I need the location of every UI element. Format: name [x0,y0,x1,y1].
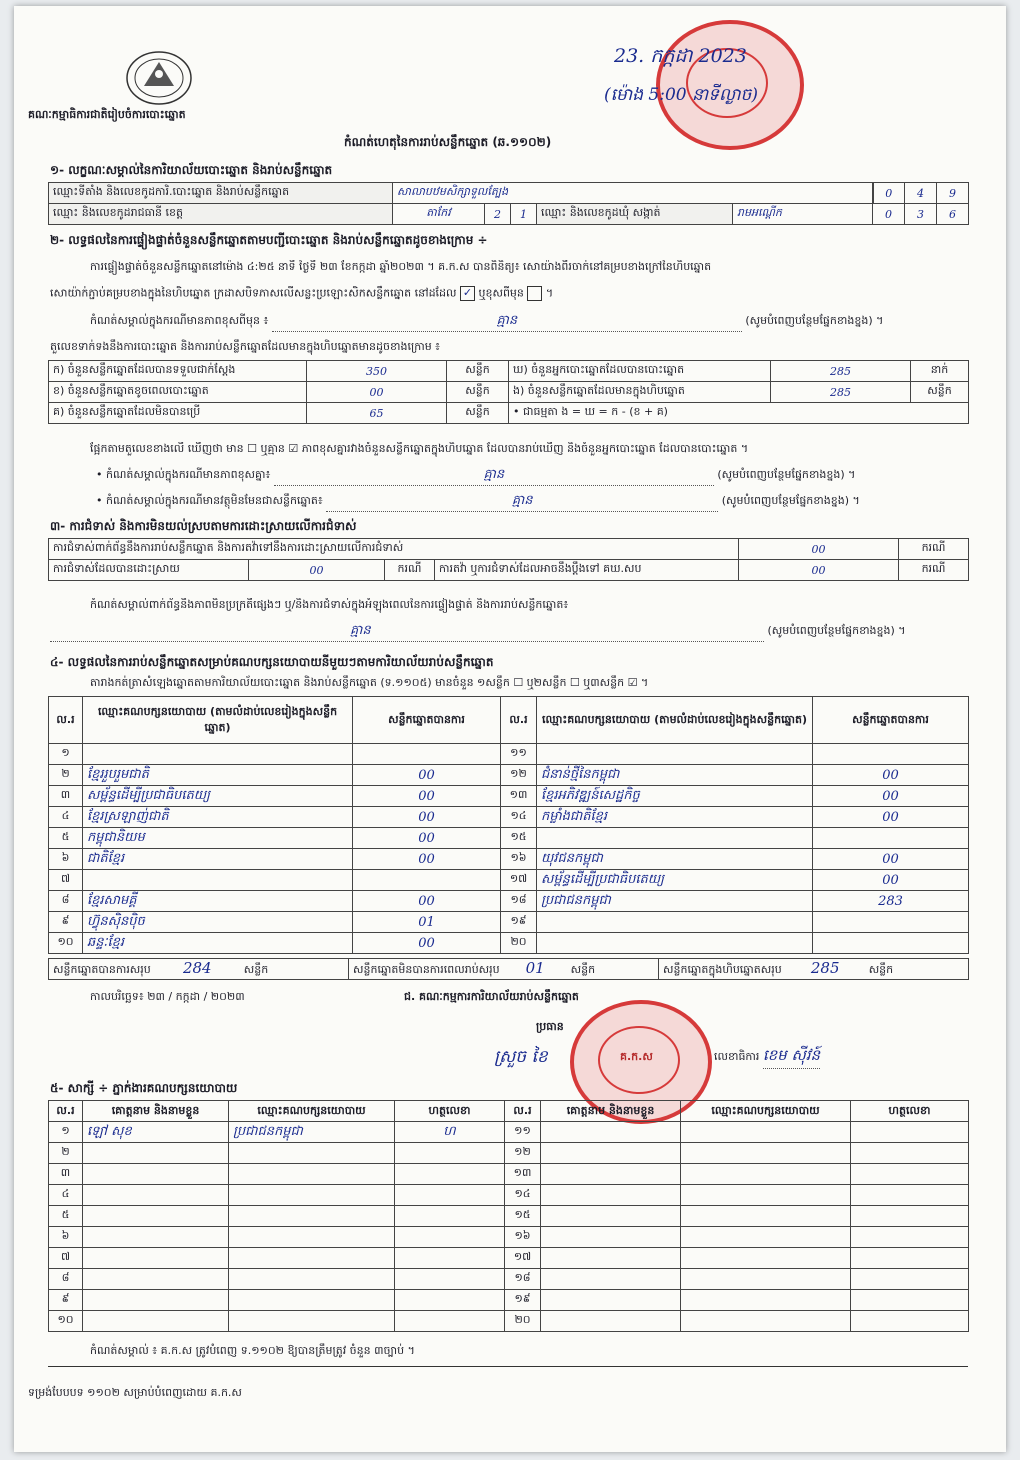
witness-party [229,1248,395,1269]
party-no: ១២ [501,765,537,786]
party-no: ១៤ [501,807,537,828]
witness-row [49,1227,969,1248]
witness-row [49,1164,969,1185]
party-name [537,933,813,954]
col-party-header: ឈ្មោះគណបក្សនយោបាយ [229,1101,395,1122]
unchanged-checkbox[interactable]: ✓ [460,286,475,301]
nec-emblem-icon [124,48,194,106]
received-value: 350 [307,361,447,382]
witness-no: ៦ [49,1227,83,1248]
party-name: ខ្មែរសាមគ្គី [83,891,353,912]
province-label: ឈ្មោះ និងលេខកូដរាជធានី ខេត្ត [49,204,393,225]
party-row [49,744,969,765]
tally-sheet-count: តារាងកត់ត្រាសំឡេងឆ្នោតតាមការិយាល័យបោះឆ្នោត និងរាប់សន្លឹកឆ្នោត (ទ.១១០៥) មានចំនួន ១សន្លឹក ☐ ឬ២សន្លឹក ☐ ឬ៣សន្លឹក ☑ ។ [90,676,649,689]
form-sheet [14,6,1006,1452]
change-note-hint: (សូមបំពេញបន្ថែមផ្នែកខាងខ្នង) ។ [745,314,884,327]
unit-label: សន្លឹក [447,382,509,403]
party-no: ៤ [49,807,83,828]
party-votes-table [48,696,969,954]
office-label: ឈ្មោះទីតាំង និងលេខកូដការិ.បោះឆ្នោត និងរាប់សន្លឹកឆ្នោត [49,183,393,204]
unit-label: សន្លឹក [447,403,509,424]
irregularity-note-value: គ្មាន [50,622,764,642]
chair-label: ប្រធាន [536,1020,564,1033]
witness-no: ៨ [49,1269,83,1290]
party-no: ៥ [49,828,83,849]
party-votes [353,744,501,765]
case-unit: ករណី [899,539,969,560]
witness-party [229,1206,395,1227]
total-in-box-value: 285 [810,959,840,977]
voters-label: ឃ) ចំនួនអ្នកបោះឆ្នោតដែលបានបោះឆ្នោត [509,361,771,382]
party-votes: 00 [353,933,501,954]
witness-signature [851,1206,969,1227]
party-no: ៩ [49,912,83,933]
witness-party [681,1269,851,1290]
party-votes: 00 [813,786,969,807]
witness-row [49,1269,969,1290]
party-votes: 00 [813,807,969,828]
commune-code-digit: 0 [873,204,905,225]
witness-name [83,1269,229,1290]
witness-signature [851,1290,969,1311]
irregularity-note-hint: (សូមបំពេញបន្ថែមផ្នែកខាងខ្នង) ។ [767,624,906,637]
witness-name: ឡៅ សុខ [83,1122,229,1143]
voters-value: 285 [771,361,911,382]
witness-name [541,1185,681,1206]
witness-no: ១៩ [505,1290,541,1311]
total-invalid-value: 01 [525,959,545,977]
party-name [537,744,813,765]
witness-party [229,1269,395,1290]
form-title: កំណត់ហេតុនៃការរាប់សន្លឹកឆ្នោត (ឆ.១១០២) [344,135,552,149]
witness-row [49,1143,969,1164]
total-valid [49,959,349,980]
party-row [49,849,969,870]
commune-code-digit: 6 [937,204,969,225]
difference-note-row [96,466,855,486]
party-votes: 00 [353,765,501,786]
party-name [537,912,813,933]
party-name: ហ៊្វុនស៊ិនប៉ិច [83,912,353,933]
party-name: សម្ព័ន្ធដើម្បីប្រជាធិបតេយ្យ [537,870,813,891]
party-row [49,933,969,954]
section1-heading: ១- លក្ខណៈសម្គាល់នៃការិយាល័យបោះឆ្នោត និងរាប់សន្លឹកឆ្នោត [50,163,333,177]
witness-signature [851,1143,969,1164]
witness-signature [395,1185,505,1206]
witness-signature [395,1227,505,1248]
party-no: ១៨ [501,891,537,912]
witness-party [681,1248,851,1269]
col-votes-header: សន្លឹកឆ្នោតបានការ [353,697,501,744]
witness-name [541,1143,681,1164]
results-table [48,360,969,424]
witness-party [229,1164,395,1185]
witness-row [49,1206,969,1227]
difference-note-value: គ្មាន [274,466,714,486]
witness-no: ៥ [49,1206,83,1227]
col-sign-header: ហត្ថលេខា [851,1101,969,1122]
col-name-header: គោត្តនាម និងនាមខ្លួន [541,1101,681,1122]
party-no: ១៣ [501,786,537,807]
witness-row [49,1185,969,1206]
witness-no: ៣ [49,1164,83,1185]
total-in-box-label: សន្លឹកឆ្នោតក្នុងហិបឆ្នោតសរុប [663,963,782,976]
col-party-header: ឈ្មោះគណបក្សនយោបាយ [681,1101,851,1122]
foreign-object-hint: (សូមបំពេញបន្ថែមផ្នែកខាងខ្នង) ។ [721,494,860,507]
unit-label: សន្លឹក [868,963,894,976]
committee-name: គណៈកម្មាធិការជាតិរៀបចំការបោះឆ្នោត [28,108,186,121]
total-in-box [659,959,969,980]
witness-signature [395,1206,505,1227]
witness-party [681,1143,851,1164]
party-no: ១៧ [501,870,537,891]
unit-label: សន្លឹក [447,361,509,382]
province-value: តាកែវ [393,204,485,225]
party-votes: 00 [353,828,501,849]
witness-signature [851,1185,969,1206]
witness-party [681,1122,851,1143]
col-no-header: ល.រ [49,1101,83,1122]
section3-heading: ៣- ការជំទាស់ និងការមិនយល់ស្របតាមការដោះស្រាយលើការជំទាស់ [50,519,357,533]
resolved-label: ការជំទាស់ដែលបានដោះស្រាយ [49,560,249,581]
change-note-value: គ្មាន [272,312,742,332]
witness-no: ១ [49,1122,83,1143]
witness-signature: ហ [395,1122,505,1143]
total-valid-label: សន្លឹកឆ្នោតបានការសរុប [53,963,151,976]
party-no: ៣ [49,786,83,807]
party-no: ១៦ [501,849,537,870]
party-name: សម្ព័ន្ធដើម្បីប្រជាធិបតេយ្យ [83,786,353,807]
party-row [49,870,969,891]
witness-name [83,1311,229,1332]
section2-heading: ២- លទ្ធផលនៃការផ្ទៀងផ្ទាត់ចំនួនសន្លឹកឆ្នោតតាមបញ្ជីបោះឆ្នោត និងរាប់សន្លឹកឆ្នោតដូចខាងក្រោម ÷ [50,233,488,247]
difference-note-hint: (សូមបំពេញបន្ថែមផ្នែកខាងខ្នង) ។ [717,468,856,481]
witness-no: ១៨ [505,1269,541,1290]
col-votes-header: សន្លឹកឆ្នោតបានការ [813,697,969,744]
case-unit: ករណី [385,560,435,581]
party-no: ៨ [49,891,83,912]
party-votes: 00 [353,786,501,807]
party-row [49,891,969,912]
section5-heading: ៥- សាក្សី ÷ ភ្នាក់ងារគណបក្សនយោបាយ [50,1081,238,1095]
witness-no: ២០ [505,1311,541,1332]
unit-label: សន្លឹក [570,963,596,976]
foreign-object-note-row [96,492,860,512]
party-name: ខ្មែរអភិវឌ្ឍន៍សេដ្ឋកិច្ច [537,786,813,807]
witness-party [229,1311,395,1332]
witness-row [49,1248,969,1269]
witness-name [541,1311,681,1332]
spoiled-label: ខ) ចំនួនសន្លឹកឆ្នោតខូចពេលបោះឆ្នោត [49,382,307,403]
appeal-label: ការតវ៉ា ឬការជំទាស់ដែលអាចនឹងប្ដឹងទៅ គឃ.សប [435,560,739,581]
witness-name [541,1206,681,1227]
witness-signature [395,1164,505,1185]
witness-no: ១១ [505,1122,541,1143]
office-code-digit: 4 [905,183,937,204]
witness-party: ប្រជាជនកម្ពុជា [229,1122,395,1143]
footer-note: កំណត់សម្គាល់ ៖ គ.ក.ស ត្រូវបំពេញ ទ.១១០២ ឱ្យបានត្រឹមត្រូវ ចំនួន ៣ច្បាប់ ។ [90,1344,415,1357]
witness-no: ១០ [49,1311,83,1332]
province-code-digit: 1 [511,204,537,225]
formula-note: • ជាធម្មតា ង = ឃ = ក - (ខ + គ) [509,403,969,424]
secretary-row [714,1046,820,1069]
witness-party [681,1185,851,1206]
witness-party [681,1290,851,1311]
party-votes: 00 [813,870,969,891]
witness-name [83,1185,229,1206]
party-no: ១០ [49,933,83,954]
party-name: យុវជនកម្ពុជា [537,849,813,870]
handwritten-date: 23. កក្កដា 2023 [614,45,747,67]
witness-party [229,1227,395,1248]
witness-name [541,1227,681,1248]
witness-signature [851,1122,969,1143]
foreign-object-label: • កំណត់សម្គាល់ក្នុងករណីមានវត្ថុមិនមែនជាសន្លឹកឆ្នោត៖ [96,494,323,507]
witness-signature [395,1311,505,1332]
changed-checkbox[interactable] [527,286,542,301]
witness-party [681,1227,851,1248]
in-box-label: ង) ចំនួនសន្លឹកឆ្នោតដែលមានក្នុងហិបឆ្នោត [509,382,771,403]
party-votes [813,912,969,933]
witness-table [48,1100,969,1332]
handwritten-time: (ម៉ោង 5:00 នាទីល្ងាច) [604,85,758,105]
party-row [49,828,969,849]
totals-table [48,958,969,980]
chair-signature: ស្រួច ខៃ [494,1047,548,1067]
changed-label: ឬខុសពីមុន [478,286,524,300]
unused-label: គ) ចំនួនសន្លឹកឆ្នោតដែលមិនបានប្រើ [49,403,307,424]
total-valid-value: 284 [182,959,212,977]
witness-no: ១៧ [505,1248,541,1269]
col-no-header: ល.រ [505,1101,541,1122]
witness-name [83,1290,229,1311]
witness-name [541,1248,681,1269]
party-votes [353,870,501,891]
witness-no: ២ [49,1143,83,1164]
party-no: ១១ [501,744,537,765]
party-name: ជាតិខ្មែរ [83,849,353,870]
witness-party [681,1164,851,1185]
witness-no: ១៥ [505,1206,541,1227]
unused-value: 65 [307,403,447,424]
witness-party [229,1290,395,1311]
witness-party [681,1206,851,1227]
party-votes: 01 [353,912,501,933]
section1-table [48,182,969,225]
verification-text: សោយ៉ាក់ភ្ជាប់គម្របខាងក្នុងនៃហិបឆ្នោត ក្រដាសបិទភាសលើសន្លះប្រឡោះសិកសន្លឹកឆ្នោត នៅដដែល [50,286,457,300]
witness-signature [851,1248,969,1269]
complaints-value: 00 [739,539,899,560]
witness-signature [395,1248,505,1269]
in-box-value: 285 [771,382,911,403]
unit-label: នាក់ [911,361,969,382]
party-name: កម្ពុជានិយម [83,828,353,849]
party-row [49,912,969,933]
change-note-row [90,312,970,332]
province-code-digit: 2 [485,204,511,225]
verification-line-1: ការផ្ទៀងផ្ទាត់ចំនួនសន្លឹកឆ្នោតនៅម៉ោង ៤:២៥ នាទី ថ្ងៃទី ២៣ ខែកក្កដា ឆ្នាំ២០២៣ ។ គ.ក.ស បានពិនិត្យ៖ សោយ៉ាងពីរចាក់នៅគម្របខាងក្រៅនៃហិបឆ្នោត [90,260,712,273]
party-no: ៧ [49,870,83,891]
unit-label: សន្លឹក [243,963,269,976]
witness-name [83,1143,229,1164]
witness-no: ៧ [49,1248,83,1269]
party-votes: 00 [353,807,501,828]
party-votes: 00 [813,765,969,786]
party-row [49,765,969,786]
party-no: ២ [49,765,83,786]
signing-date: កាលបរិច្ឆេទ៖ ២៣ / កក្កដា / ២០២៣ [90,990,245,1003]
witness-name [541,1164,681,1185]
witness-signature [851,1311,969,1332]
total-invalid-label: សន្លឹកឆ្នោតមិនបានការពេលរាប់សរុប [353,963,500,976]
secretary-signature: ខេម ស៊ីវន៍ [763,1046,820,1069]
col-party-header: ឈ្មោះគណបក្សនយោបាយ (តាមលំដាប់លេខរៀងក្នុងសន្លឹកឆ្នោត) [537,697,813,744]
compare-line: ផ្អែកតាមតួលេខខាងលើ ឃើញថា មាន ☐ ឬគ្មាន ☑ ភាពខុសគ្នារវាងចំនួនសន្លឹកឆ្នោតក្នុងហិបឆ្នោត ដែលបានរាប់ឃើញ និងចំនួនអ្នកបោះឆ្នោត ដែលបានបោះឆ្នោត ។ [90,442,749,455]
party-no: ១៩ [501,912,537,933]
witness-row [49,1122,969,1143]
col-party-header: ឈ្មោះគណបក្សនយោបាយ (តាមលំដាប់លេខរៀងក្នុងសន្លឹកឆ្នោត) [83,697,353,744]
witness-row [49,1290,969,1311]
party-votes [813,828,969,849]
case-unit: ករណី [899,560,969,581]
form-reference: ទម្រង់បែបបទ ១១០២ សម្រាប់បំពេញដោយ គ.ក.ស [28,1386,242,1399]
difference-note-label: • កំណត់សម្គាល់ក្នុងករណីមានភាពខុសគ្នា៖ [96,468,271,481]
foreign-object-value: គ្មាន [326,492,718,512]
verification-line-2: សោយ៉ាក់ភ្ជាប់គម្របខាងក្នុងនៃហិបឆ្នោត ក្រដាសបិទភាសលើសន្លះប្រឡោះសិកសន្លឹកឆ្នោត នៅដដែល ✓ ឬខុសពីមុន ។ [50,286,554,300]
change-note-label: កំណត់សម្គាល់ក្នុងករណីមានភាពខុសពីមុន ៖ [90,314,269,327]
stamp-text: គ.ក.ស [620,1050,653,1063]
total-invalid [349,959,659,980]
party-name: ខ្មែរស្រឡាញ់ជាតិ [83,807,353,828]
witness-name [541,1122,681,1143]
commune-code-digit: 3 [905,204,937,225]
office-code-digit: 9 [937,183,969,204]
witness-party [229,1143,395,1164]
received-label: ក) ចំនួនសន្លឹកឆ្នោតដែលបានទទួលជាក់ស្តែង [49,361,307,382]
resolved-value: 00 [249,560,385,581]
party-row [49,807,969,828]
witness-no: ១៤ [505,1185,541,1206]
results-intro: តួលេខទាក់ទងនឹងការបោះឆ្នោត និងការរាប់សន្លឹកឆ្នោតដែលមានក្នុងហិបឆ្នោតមានដូចខាងក្រោម ៖ [50,340,441,353]
complaints-table [48,538,969,581]
commune-value: រាមអណ្ដើក [733,204,873,225]
party-no: ១ [49,744,83,765]
witness-signature [851,1164,969,1185]
col-no-header: ល.រ [501,697,537,744]
section4-heading: ៤- លទ្ធផលនៃការរាប់សន្លឹកឆ្នោតសម្រាប់គណបក្សនយោបាយនីមួយៗតាមការិយាល័យរាប់សន្លឹកឆ្នោត [50,655,494,669]
spoiled-value: 00 [307,382,447,403]
office-code-digit: 0 [873,183,905,204]
witness-name [83,1164,229,1185]
col-no-header: ល.រ [49,697,83,744]
witness-signature [395,1290,505,1311]
party-name: ជំនាន់ថ្មីនៃកម្ពុជា [537,765,813,786]
witness-no: ១៣ [505,1164,541,1185]
witness-signature [851,1227,969,1248]
witness-no: ៤ [49,1185,83,1206]
party-name [83,744,353,765]
secretary-label: លេខាធិការ [714,1050,760,1063]
witness-name [541,1290,681,1311]
witness-name [83,1248,229,1269]
witness-no: ៩ [49,1290,83,1311]
witness-signature [395,1269,505,1290]
party-votes: 00 [353,849,501,870]
party-votes [813,933,969,954]
party-votes [813,744,969,765]
witness-signature [851,1269,969,1290]
appeal-value: 00 [739,560,899,581]
witness-name [83,1227,229,1248]
witness-no: ១៦ [505,1227,541,1248]
complaints-label: ការជំទាស់ពាក់ព័ន្ធនឹងការរាប់សន្លឹកឆ្នោត និងការតវ៉ាទៅនឹងការដោះស្រាយលើការជំទាស់ [49,539,739,560]
witness-signature [395,1143,505,1164]
party-no: ១៥ [501,828,537,849]
party-no: ៦ [49,849,83,870]
party-votes: 00 [353,891,501,912]
witness-name [541,1269,681,1290]
party-name [83,870,353,891]
party-name: ខ្មែររួបរួមជាតិ [83,765,353,786]
party-name: ប្រជាជនកម្ពុជា [537,891,813,912]
irregularity-note-row [50,622,906,642]
party-votes: 00 [813,849,969,870]
party-votes: 283 [813,891,969,912]
witness-party [229,1185,395,1206]
office-value: សាលាបឋមសិក្សាទួលត្បែង [393,183,873,204]
commune-label: ឈ្មោះ និងលេខកូដឃុំ សង្កាត់ [537,204,733,225]
col-name-header: គោត្តនាម និងនាមខ្លួន [83,1101,229,1122]
party-name: ឆន្ទៈខ្មែរ [83,933,353,954]
witness-row [49,1311,969,1332]
unit-label: សន្លឹក [911,382,969,403]
col-sign-header: ហត្ថលេខា [395,1101,505,1122]
committee-line: ជ. គណៈកម្មការការិយាល័យរាប់សន្លឹកឆ្នោត [404,990,579,1003]
witness-no: ១២ [505,1143,541,1164]
party-name: កម្លាំងជាតិខ្មែរ [537,807,813,828]
party-name [537,828,813,849]
witness-party [681,1311,851,1332]
party-no: ២០ [501,933,537,954]
party-row [49,786,969,807]
witness-name [83,1206,229,1227]
irregularity-note-label: កំណត់សម្គាល់ពាក់ព័ន្ធនឹងភាពមិនប្រក្រតីផ្សេងៗ ឬ/និងការជំទាស់ក្នុងអំឡុងពេលនៃការផ្ទៀងផ្ទាត់ និងការរាប់សន្លឹកឆ្នោត៖ [90,598,569,611]
